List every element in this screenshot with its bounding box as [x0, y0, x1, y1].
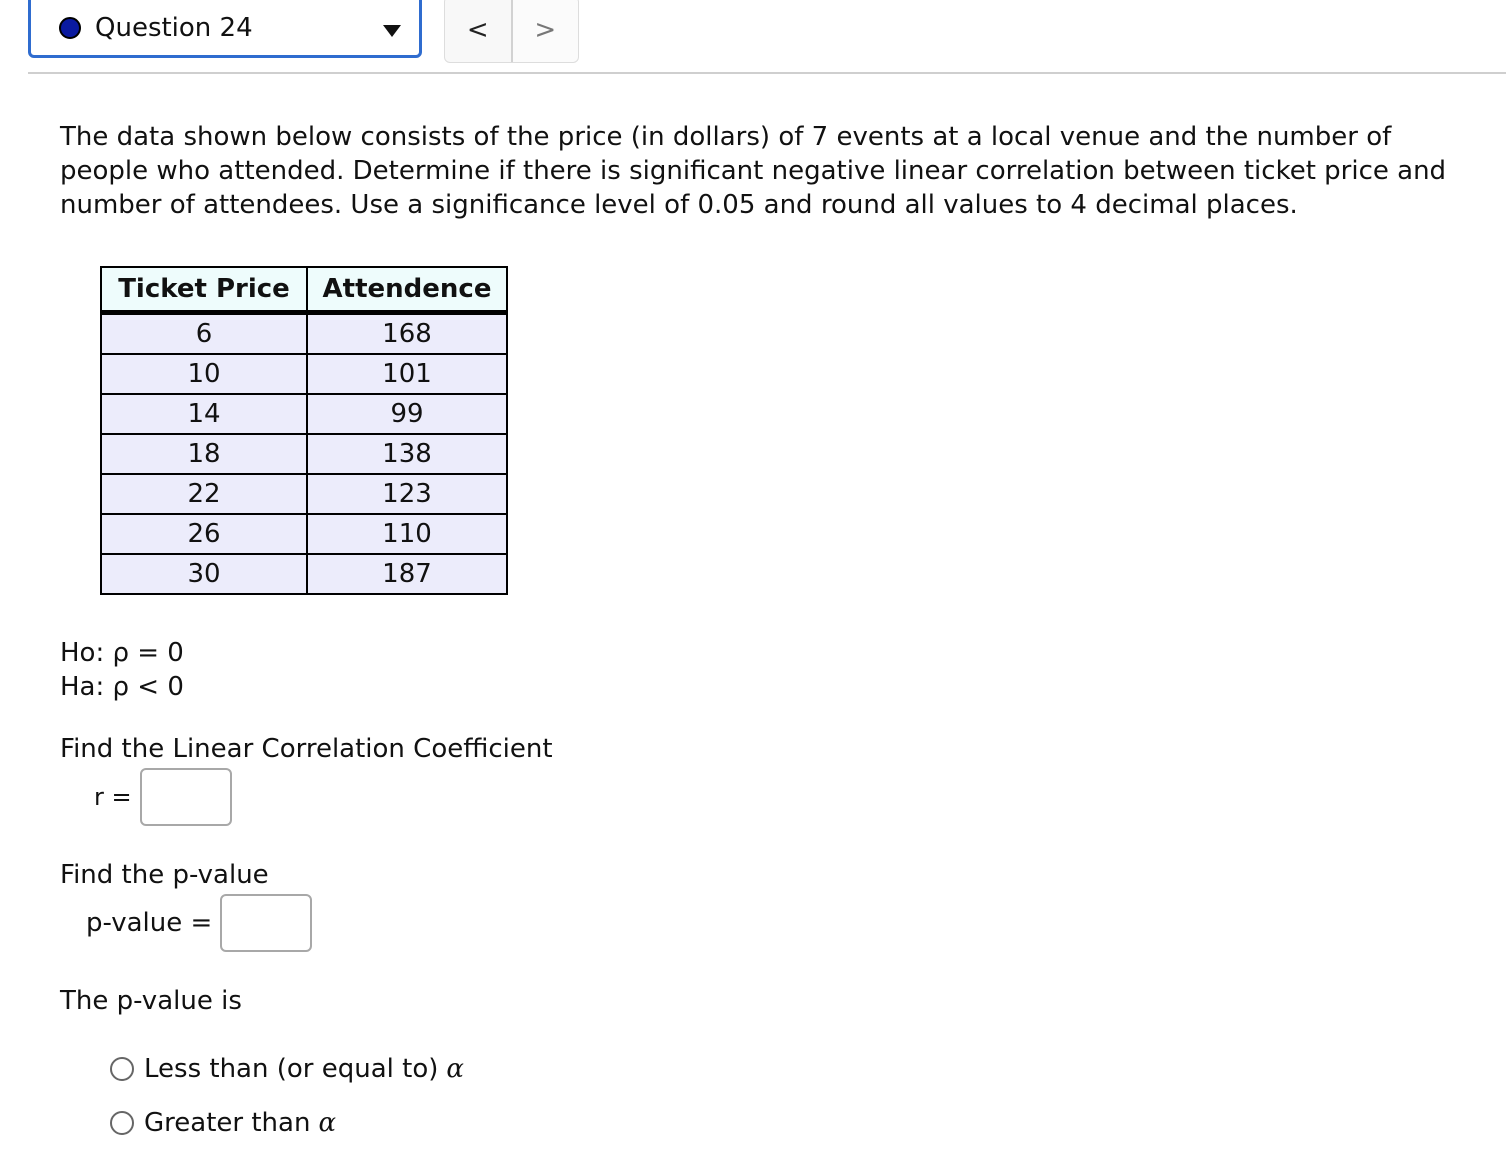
table-row: [101, 394, 507, 434]
cell-ticket-price: 30: [101, 554, 307, 594]
next-question-button[interactable]: [513, 0, 579, 62]
cell-attendence: 138: [307, 434, 507, 474]
cell-attendence: 101: [307, 354, 507, 394]
pvalue-answer-row: [86, 894, 312, 952]
option-greater-than-alpha[interactable]: [110, 1108, 336, 1138]
chevron-left-icon: <: [466, 14, 489, 45]
option-label: Less than (or equal to): [144, 1054, 439, 1084]
alpha-symbol: α: [446, 1054, 464, 1084]
cell-attendence: 123: [307, 474, 507, 514]
table-row: [101, 434, 507, 474]
data-table: [100, 266, 508, 595]
pvalue-heading: Find the p-value: [60, 860, 269, 890]
table-row: [101, 313, 507, 355]
option-label: Greater than: [144, 1108, 311, 1138]
question-prompt: The data shown below consists of the price (in dollars) of 7 events at a local venue and the number of people who attended. Determine if there is significant negative linear correlation between ticket price and number of attendees. Use a significance level of 0.05 and round all values to 4 decimal places.: [60, 122, 1447, 220]
table-header-row: [101, 267, 507, 313]
cell-ticket-price: 6: [101, 313, 307, 355]
column-header-attendence: Attendence: [307, 267, 507, 313]
previous-question-button[interactable]: [445, 0, 513, 62]
cell-attendence: 110: [307, 514, 507, 554]
question-status-dot-icon: [59, 17, 81, 39]
conclusion-heading: The p-value is: [60, 986, 242, 1016]
table-row: [101, 514, 507, 554]
correlation-heading: Find the Linear Correlation Coefficient: [60, 734, 553, 764]
table-row: [101, 354, 507, 394]
alternative-hypothesis: Ha: ρ < 0: [60, 672, 184, 702]
pvalue-input[interactable]: [220, 894, 312, 952]
cell-attendence: 168: [307, 313, 507, 355]
header-divider: [28, 72, 1506, 74]
r-input[interactable]: [140, 768, 232, 826]
correlation-answer-row: [94, 768, 232, 826]
question-nav-bar: [0, 0, 1506, 74]
alpha-symbol: α: [318, 1108, 336, 1138]
cell-ticket-price: 10: [101, 354, 307, 394]
cell-attendence: 99: [307, 394, 507, 434]
null-hypothesis: Ho: ρ = 0: [60, 638, 184, 668]
radio-button[interactable]: [110, 1111, 134, 1135]
table-row: [101, 474, 507, 514]
r-label: r =: [94, 783, 132, 811]
chevron-right-icon: >: [534, 14, 557, 45]
cell-attendence: 187: [307, 554, 507, 594]
question-pager: [444, 0, 579, 63]
cell-ticket-price: 18: [101, 434, 307, 474]
column-header-ticket-price: Ticket Price: [101, 267, 307, 313]
question-select[interactable]: [28, 0, 422, 58]
question-select-label: Question 24: [95, 13, 253, 43]
pvalue-label: p-value =: [86, 908, 213, 938]
hypotheses: [60, 636, 184, 704]
dropdown-caret-icon: [383, 25, 401, 37]
cell-ticket-price: 26: [101, 514, 307, 554]
cell-ticket-price: 22: [101, 474, 307, 514]
cell-ticket-price: 14: [101, 394, 307, 434]
radio-button[interactable]: [110, 1057, 134, 1081]
table-row: [101, 554, 507, 594]
option-less-than-alpha[interactable]: [110, 1054, 464, 1084]
